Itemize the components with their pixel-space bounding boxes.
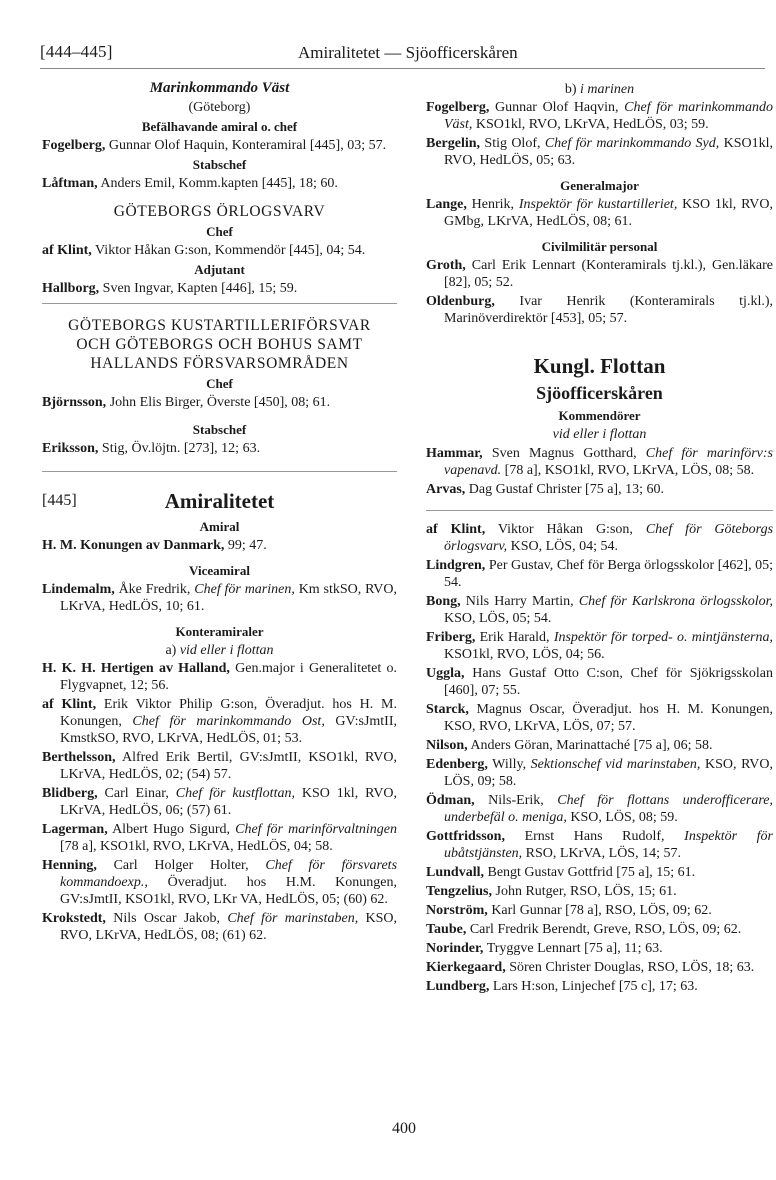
entry-text: KSO, LÖS, 05; 54. <box>444 611 552 626</box>
entry <box>426 959 773 976</box>
entry-title: Chef för marinkommando Syd, <box>544 136 720 151</box>
entry-text: Carl Einar, <box>104 786 169 801</box>
entry-name: Tengzelius, <box>426 884 492 899</box>
entry <box>426 629 773 663</box>
entry <box>426 737 773 754</box>
entry-text: Anders Göran, Marinattaché [75 a], 06; 58. <box>470 738 713 753</box>
subheading: Konteramiraler <box>175 624 264 639</box>
section-title-marinkommando: Marinkommando Väst <box>149 80 290 96</box>
entry <box>426 665 773 699</box>
entry <box>426 921 773 938</box>
entry-text: Nils Harry Martin, <box>465 594 574 609</box>
subheading-group <box>426 81 773 98</box>
entry-name: Björnsson, <box>42 395 107 410</box>
entry-text: Albert Hugo Sigurd, <box>112 822 230 837</box>
amiralitetet-heading <box>42 488 397 516</box>
entry-text: KSO, LÖS, 08; 59. <box>570 810 678 825</box>
entry-text: John Rutger, RSO, LÖS, 15; 61. <box>495 884 677 899</box>
subheading: Adjutant <box>194 262 245 277</box>
section-title-kustartilleri-1: GÖTEBORGS KUSTARTILLERIFÖRSVAR <box>68 317 371 334</box>
entry-text: KSO 1kl, RVO, GMbg, LKrVA, HedLÖS, 08; 61. <box>444 197 774 229</box>
entry-text: Åke Fredrik, <box>118 582 191 597</box>
entry-name: H. K. H. Hertigen av Halland, <box>42 661 230 676</box>
entry <box>42 785 397 819</box>
entry-name: Groth, <box>426 258 466 273</box>
header-page-range: [444–445] <box>40 42 113 61</box>
entry-name: Lindemalm, <box>42 582 115 597</box>
entry <box>426 978 773 995</box>
entry <box>42 137 397 154</box>
entry <box>426 593 773 627</box>
entry-name: Bergelin, <box>426 136 481 151</box>
subheading: Stabschef <box>192 422 247 437</box>
subheading: Generalmajor <box>560 178 639 193</box>
entry-text: Nils-Erik, <box>488 793 544 808</box>
section-divider <box>42 471 397 472</box>
entry-text: Gunnar Olof Haquin, Konteramiral [445], 03; 57. <box>108 138 387 153</box>
entry-name: Lindgren, <box>426 558 486 573</box>
entry <box>426 828 773 862</box>
entry-title: Chef för marinförvaltningen <box>235 822 397 837</box>
entry-text: Carl Fredrik Berendt, Greve, RSO, LÖS, 09; 62. <box>469 922 742 937</box>
entry <box>42 440 397 457</box>
group-letter: a) <box>165 643 177 658</box>
group-label: vid eller i flottan <box>179 643 274 658</box>
entry-title: Chef för marinen, <box>194 582 295 597</box>
entry <box>426 445 773 479</box>
entry-text: KSO1kl, RVO, LKrVA, HedLÖS, 03; 59. <box>475 117 709 132</box>
entry-name: Eriksson, <box>42 441 99 456</box>
entry-name: Lange, <box>426 197 467 212</box>
subheading: Chef <box>206 376 233 391</box>
entry <box>426 257 773 291</box>
entry-text: Viktor Håkan G:son, <box>497 522 633 537</box>
entry-title: Chef för Karlskrona örlogsskolor, <box>578 594 774 609</box>
entry <box>426 293 773 327</box>
entry-text: Dag Gustaf Christer [75 a], 13; 60. <box>468 482 664 497</box>
entry-title: Inspektör för kustartilleriet, <box>518 197 678 212</box>
entry-text: [78 a], KSO1kl, RVO, LKrVA, HedLÖS, 04; 58. <box>60 839 333 854</box>
entry-text: Alfred Erik Bertil, GV:sJmtII, KSO1kl, RVO, LKrVA, HedLÖS, 02; (54) 57. <box>60 750 397 782</box>
entry-text: Stig, Öv.löjtn. [273], 12; 63. <box>101 441 261 456</box>
entry-text: Sören Christer Douglas, RSO, LÖS, 18; 63. <box>509 960 755 975</box>
subheading: Viceamiral <box>189 563 250 578</box>
entry-name: Uggla, <box>426 666 465 681</box>
entry-text: Gen.major i Generalitetet o. Flygvapnet, 12; 56. <box>60 661 397 693</box>
entry-text: Erik Harald, <box>479 630 550 645</box>
subheading: Befälhavande amiral o. chef <box>141 119 298 134</box>
entry-name: Lagerman, <box>42 822 108 837</box>
entry-text: Willy, <box>492 757 527 772</box>
entry-title: Chef för kustflottan, <box>175 786 295 801</box>
entry <box>42 581 397 615</box>
entry <box>42 242 397 259</box>
entry-name: Hallborg, <box>42 281 100 296</box>
entry <box>426 99 773 133</box>
entry-name: Blidberg, <box>42 786 98 801</box>
entry-name: H. M. Konungen av Danmark, <box>42 538 225 553</box>
page-number: 400 <box>392 1120 416 1137</box>
section-title-sjoofficerskaren: Sjöofficerskåren <box>536 383 663 403</box>
entry-text: KSO1kl, RVO, HedLÖS, 05; 63. <box>444 136 774 168</box>
header-title: Amiralitetet — Sjöofficerskåren <box>298 43 518 62</box>
section-title-kungl-flottan: Kungl. Flottan <box>533 354 666 378</box>
entry-name: Kierkegaard, <box>426 960 506 975</box>
entry-name: Låftman, <box>42 176 98 191</box>
entry-name: Krokstedt, <box>42 911 106 926</box>
section-title-kustartilleri-3: HALLANDS FÖRSVARSOMRÅDEN <box>90 355 349 372</box>
entry <box>426 756 773 790</box>
group-letter: b) <box>564 82 577 97</box>
header-rule <box>40 68 765 69</box>
entry-name: Starck, <box>426 702 469 717</box>
right-column <box>426 80 773 997</box>
subheading: Civilmilitär personal <box>541 239 658 254</box>
entry-text: Carl Holger Holter, <box>113 858 249 873</box>
section-title-orlogsvarv: GÖTEBORGS ÖRLOGSVARV <box>113 203 326 220</box>
left-column <box>42 80 397 946</box>
entry-title: Chef för Göteborgs örlogsvarv, <box>444 522 774 554</box>
entry-title: Inspektör för ubåtstjänsten, <box>444 829 774 861</box>
entry-text: John Elis Birger, Överste [450], 08; 61. <box>109 395 331 410</box>
entry <box>426 196 773 230</box>
entry-name: Norström, <box>426 903 488 918</box>
entry-text: Tryggve Lennart [75 a], 11; 63. <box>486 941 663 956</box>
entry-name: af Klint, <box>42 243 92 258</box>
entry-text: Anders Emil, Komm.kapten [445], 18; 60. <box>100 176 338 191</box>
entry <box>42 696 397 747</box>
entry-text: Nils Oscar Jakob, <box>113 911 220 926</box>
entry-text: Km stkSO, RVO, LKrVA, HedLÖS, 10; 61. <box>60 582 398 614</box>
section-divider <box>426 510 773 511</box>
entry <box>426 135 773 169</box>
entry <box>426 481 773 498</box>
entry <box>42 537 397 554</box>
entry-text: KSO, LÖS, 04; 54. <box>510 539 618 554</box>
entry <box>42 660 397 694</box>
entry <box>42 280 397 297</box>
entry-name: Taube, <box>426 922 467 937</box>
entry-name: Bong, <box>426 594 461 609</box>
entry-name: af Klint, <box>426 522 486 537</box>
entry-text: Ernst Hans Rudolf, <box>524 829 665 844</box>
subheading: Stabschef <box>192 157 247 172</box>
entry <box>42 857 397 908</box>
subheading: Chef <box>206 224 233 239</box>
entry-name: Friberg, <box>426 630 476 645</box>
entry-text: Överadjut. hos H.M. Konungen, GV:sJmtII, KSO1kl, RVO, LKr VA, HedLÖS, 05; (60) 62. <box>60 875 397 907</box>
section-reference: [445] <box>42 492 77 509</box>
entry-name: Edenberg, <box>426 757 488 772</box>
entry-text: KSO 1kl, RVO, LKrVA, HedLÖS, 06; (57) 61. <box>60 786 398 818</box>
entry-text: Henrik, <box>471 197 515 212</box>
entry-text: Sven Ingvar, Kapten [446], 15; 59. <box>102 281 298 296</box>
entry-title: Chef för marinstaben, <box>227 911 359 926</box>
entry-text: Per Gustav, Chef för Berga örlogsskolor [462], 05; 54. <box>444 558 774 590</box>
subheading-group <box>42 642 397 659</box>
entry <box>426 940 773 957</box>
entry-text: KSO, RVO, LKrVA, HedLÖS, 08; (61) 62. <box>60 911 398 943</box>
section-title-amiralitetet: Amiralitetet <box>164 489 275 513</box>
entry <box>426 701 773 735</box>
entry-name: af Klint, <box>42 697 97 712</box>
entry-title: Chef för flottans underofficerare, underbefäl o. meniga, <box>444 793 773 825</box>
entry <box>426 521 773 555</box>
entry-name: Berthelsson, <box>42 750 116 765</box>
entry-text: Viktor Håkan G:son, Kommendör [445], 04; 54. <box>95 243 366 258</box>
entry-name: Fogelberg, <box>42 138 106 153</box>
entry-text: Stig Olof, <box>484 136 541 151</box>
entry-text: KSO, RVO, LÖS, 09; 58. <box>444 757 774 789</box>
section-title-kustartilleri-2: OCH GÖTEBORGS OCH BOHUS SAMT <box>76 336 363 353</box>
entry-text: Karl Gunnar [78 a], RSO, LÖS, 09; 62. <box>491 903 712 918</box>
entry-text: Magnus Oscar, Överadjut. hos H. M. Konungen, KSO, RVO, LKrVA, LÖS, 07; 57. <box>444 702 774 734</box>
entry <box>426 902 773 919</box>
entry-name: Fogelberg, <box>426 100 490 115</box>
entry-name: Lundberg, <box>426 979 490 994</box>
section-divider <box>42 303 397 304</box>
entry-text: KSO1kl, RVO, LÖS, 04; 56. <box>444 647 605 662</box>
entry-name: Nilson, <box>426 738 468 753</box>
subheading: Amiral <box>199 519 240 534</box>
group-label: i marinen <box>580 82 635 97</box>
entry <box>42 821 397 855</box>
entry <box>42 910 397 944</box>
entry-title: Chef för marinkommando Väst, <box>444 100 774 132</box>
entry-name: Oldenburg, <box>426 294 495 309</box>
entry-text: Ivar Henrik (Konteramirals tj.kl.), Marinöverdirektör [453], 05; 57. <box>444 294 774 326</box>
entry-name: Henning, <box>42 858 97 873</box>
entry-text: Sven Magnus Gotthard, <box>491 446 637 461</box>
entry-text: Gunnar Olof Haqvin, <box>494 100 619 115</box>
entry-name: Hammar, <box>426 446 483 461</box>
entry-text: [78 a], KSO1kl, RVO, LKrVA, LÖS, 08; 58. <box>504 463 755 478</box>
entry-text: 99; 47. <box>227 538 267 553</box>
entry <box>426 864 773 881</box>
entry <box>42 394 397 411</box>
entry <box>426 557 773 591</box>
section-city: (Göteborg) <box>188 100 251 115</box>
entry-title: Chef för försvarets kommandoexp., <box>60 858 398 890</box>
entry <box>42 175 397 192</box>
subheading-italic: vid eller i flottan <box>552 427 647 442</box>
entry-name: Lundvall, <box>426 865 484 880</box>
subheading: Kommendörer <box>558 408 641 423</box>
entry <box>426 792 773 826</box>
entry-text: GV:sJmtII, KmstkSO, RVO, LKrVA, HedLÖS, 01; 53. <box>60 714 397 746</box>
entry-text: Hans Gustaf Otto C:son, Chef för Sjökrigsskolan [460], 07; 55. <box>444 666 773 698</box>
entry-name: Norinder, <box>426 941 484 956</box>
entry-title: Chef för marinförv:s vapenavd. <box>444 446 774 478</box>
entry-title: Inspektör för torped- o. mintjänsterna, <box>553 630 773 645</box>
entry-name: Ödman, <box>426 793 475 808</box>
entry-text: Bengt Gustav Gottfrid [75 a], 15; 61. <box>487 865 696 880</box>
entry-text: RSO, LKrVA, LÖS, 14; 57. <box>525 846 681 861</box>
entry-text: Carl Erik Lennart (Konteramirals tj.kl.), Gen.läkare [82], 05; 52. <box>444 258 773 290</box>
entry-title: Sektionschef vid marinstaben, <box>530 757 701 772</box>
entry-text: Lars H:son, Linjechef [75 c], 17; 63. <box>492 979 698 994</box>
entry <box>426 883 773 900</box>
entry-name: Arvas, <box>426 482 466 497</box>
entry <box>42 749 397 783</box>
entry-title: Chef för marinkommando Ost, <box>132 714 325 729</box>
entry-name: Gottfridsson, <box>426 829 505 844</box>
entry-text: Erik Viktor Philip G:son, Överadjut. hos H. M. Konungen, <box>60 697 398 729</box>
page-header <box>40 42 765 68</box>
